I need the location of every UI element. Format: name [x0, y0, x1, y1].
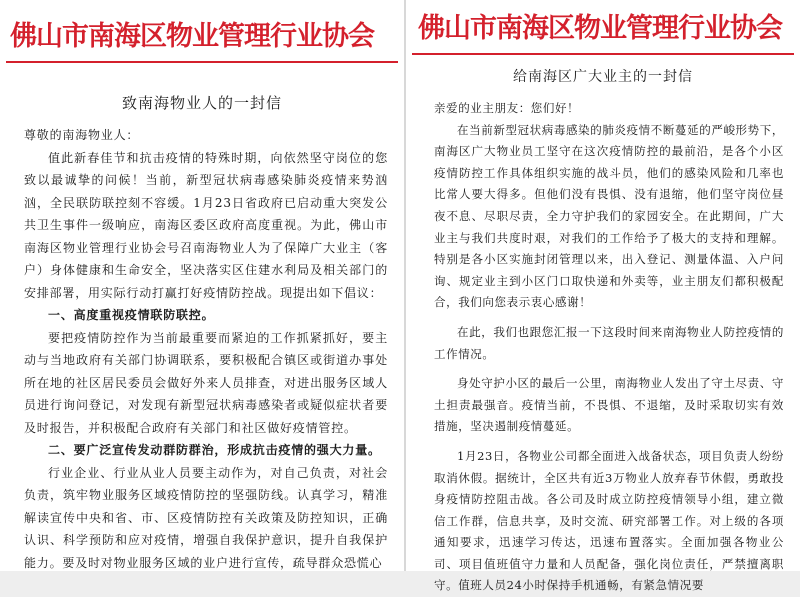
right-letter-page: [406, 0, 800, 593]
body-paragraph: 行业企业、行业从业人员要主动作为，对自己负责，对社会负责，筑牢物业服务区域疫情防控的坚强防线。认真学习，精准解读宣传中央和省、市、区疫情防控有关政策及防控知识，正确认识、科学预防和应对疫情，增强自我保护意识，提升自我保护能力。要及时对物业服务区域的业户进行宣传，疏导群众恐慌心: [24, 465, 388, 570]
body-paragraph: 1月23日，各物业公司都全面进入战备状态，项目负责人纷纷取消休假。据统计，全区共有近3万物业人放弃春节休假，勇敢投身疫情防控阻击战。各公司及时成立防控疫情领导小组，建立微信工作群，信息共享，及时交流、研究部署工作。对上级的各项通知要求，迅速学习传达，迅速布置落实。全面加强各物业公司、项目值班值守力量和人员配备，强化岗位责任，严禁擅离职守。值班人员24小时保持手机通畅，有紧急情况要: [434, 448, 784, 593]
letter-title: 给南海区广大业主的一封信: [513, 69, 693, 85]
salutation: 尊敬的南海物业人：: [24, 128, 140, 142]
body-paragraph: 身处守护小区的最后一公里，南海物业人发出了守土尽责、守土担责最强音。疫情当前，不畏惧、不退缩，及时采取切实有效措施，坚决遏制疫情蔓延。: [434, 376, 784, 434]
letter-title: 致南海物业人的一封信: [121, 94, 282, 112]
association-masthead: 佛山市南海区物业管理行业协会: [10, 21, 374, 52]
body-paragraph: 在此，我们也跟您汇报一下这段时间来南海物业人防控疫情的工作情况。: [434, 324, 784, 361]
masthead-divider: [6, 61, 398, 63]
letter-body: [434, 98, 784, 597]
salutation: 亲爱的业主朋友：您们好！: [434, 101, 580, 115]
body-paragraph: 值此新春佳节和抗击疫情的特殊时期，向依然坚守岗位的您致以最诚挚的问候！当前，新型冠状病毒感染肺炎疫情来势汹汹，全民联防联控刻不容缓。1月23日省政府已启动重大突发公共卫生事件一级响应，南海区委区政府高度重视。为此，佛山市南海区物业管理行业协会号召南海物业人为了保障广大业主（客户）身体健康和生命安全，坚决落实区住建水利局及相关部门的安排部署，用实际行动打赢打好疫情防控战。现提出如下倡议：: [24, 150, 388, 300]
section-heading: 一、高度重视疫情联防联控。: [48, 308, 215, 322]
section-heading: 二、要广泛宣传发动群防群治，形成抗击疫情的强大力量。: [48, 443, 381, 457]
body-paragraph: 在当前新型冠状病毒感染的肺炎疫情不断蔓延的严峻形势下，南海区广大物业员工坚守在这次疫情防控的最前沿，是各个小区疫情防控工作具体组织实施的战斗员，他们的感染风险和几率也比常人要大得多。但他们没有畏惧、没有退缩，他们坚守岗位昼夜不息、尽职尽责，全力守护我们的家园安全。在此期间，广大业主与我们共度时艰，对我们的工作给予了极大的支持和理解。特别是各小区实施封闭管理以来，出入登记、测量体温、入户问询、规定业主到小区门口取快递和外卖等，业主朋友们都积极配合，我们向您表示衷心感谢！: [434, 122, 784, 310]
association-masthead: 佛山市南海区物业管理行业协会: [418, 13, 782, 44]
body-paragraph: 要把疫情防控作为当前最重要而紧迫的工作抓紧抓好，要主动与当地政府有关部门协调联系，要积极配合镇区或街道办事处所在地的社区居民委员会做好外来人员排查，对进出服务区域人员进行询问登记，对发现有新型冠状病毒感染者或疑似症状者要及时报告，并积极配合政府有关部门和社区做好疫情管控。: [24, 330, 388, 435]
masthead-divider: [412, 53, 794, 55]
left-letter-page: [0, 0, 404, 571]
letter-body: [24, 124, 388, 574]
